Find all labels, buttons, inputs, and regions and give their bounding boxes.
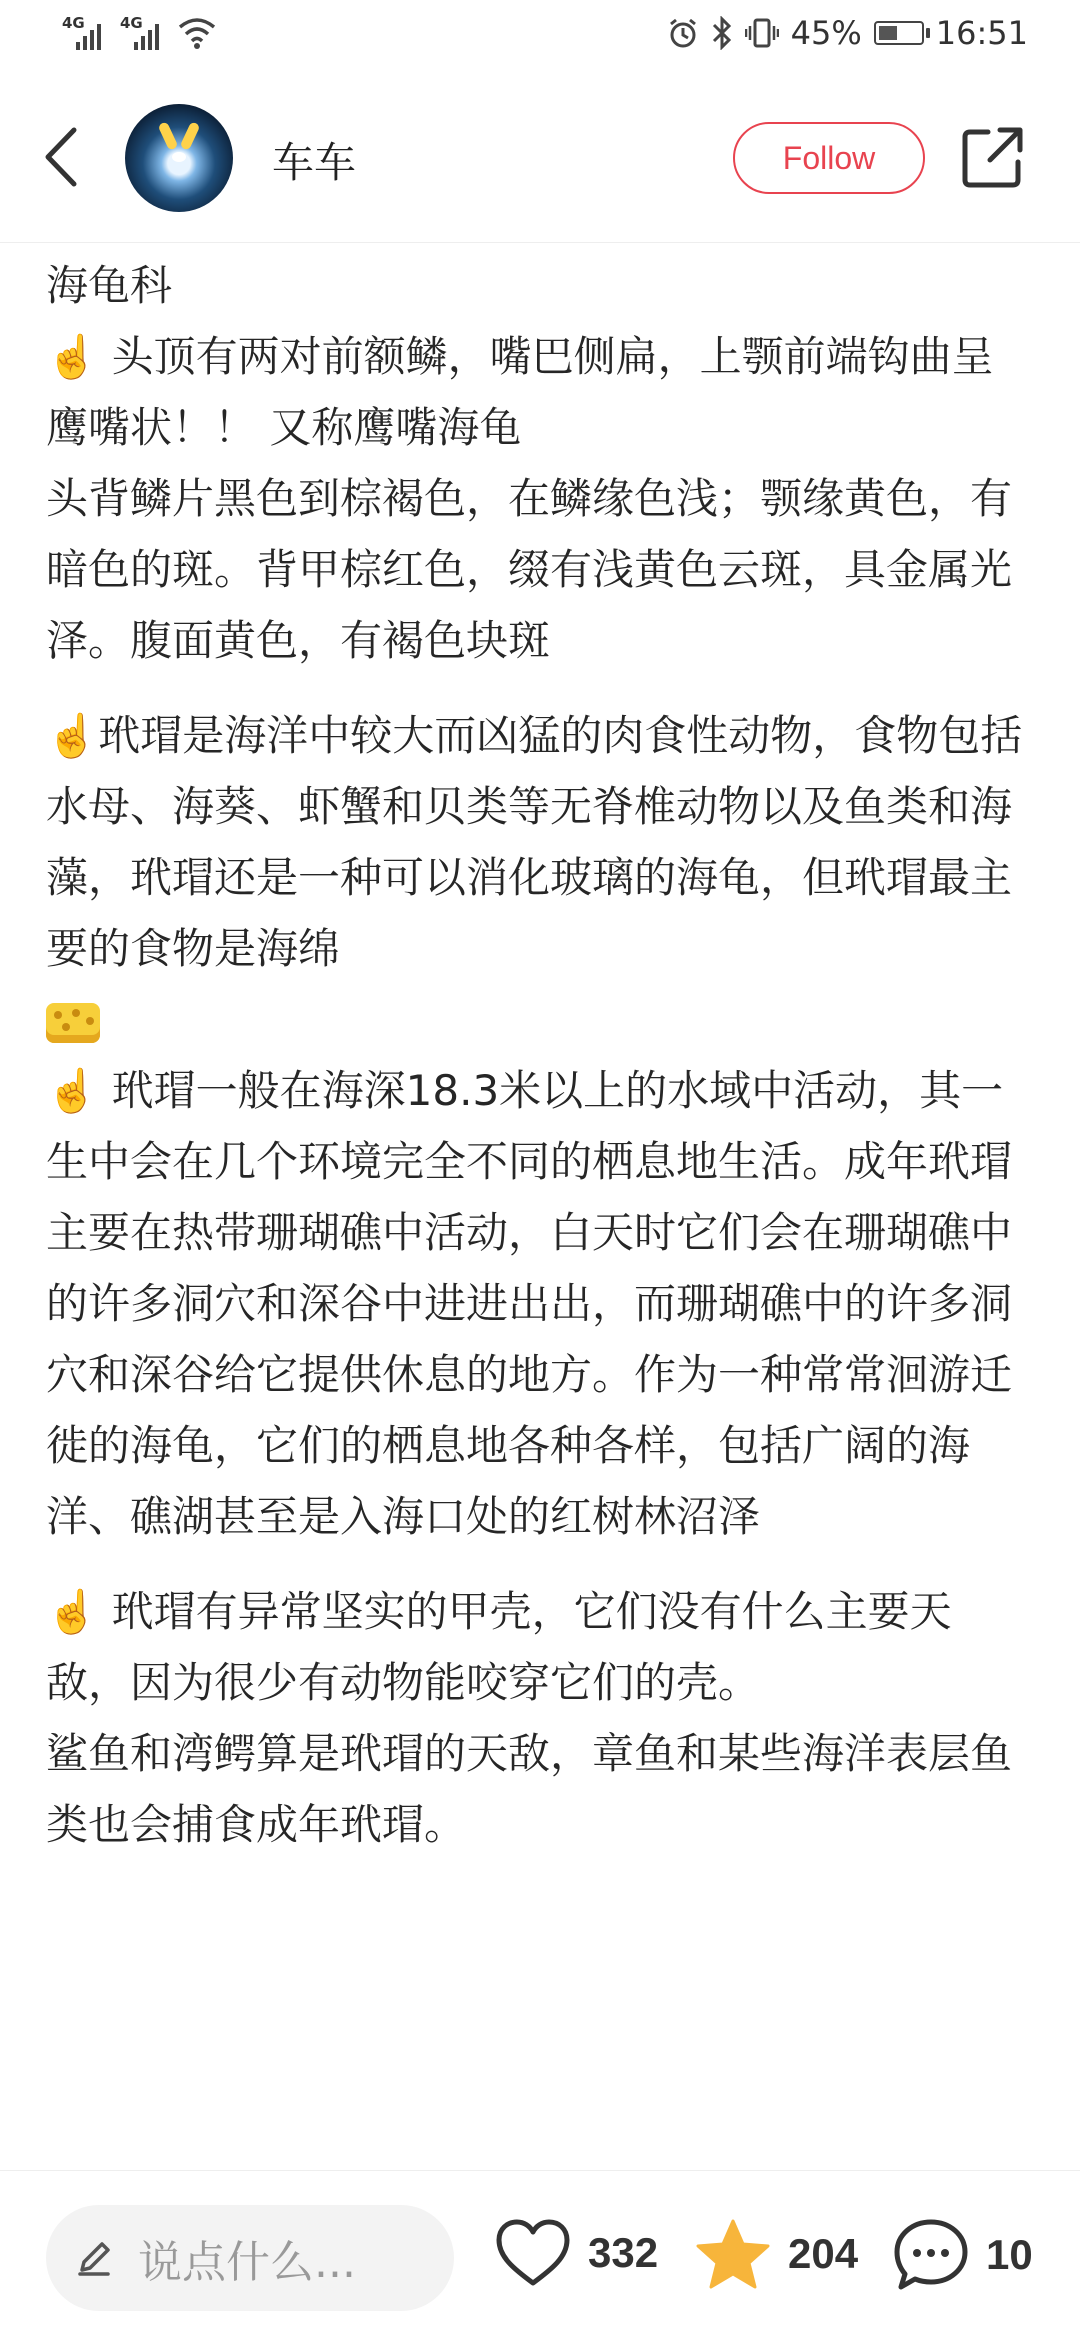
like-button[interactable] xyxy=(494,2217,658,2289)
comment-count: 10 xyxy=(986,2231,1033,2278)
paragraph-habitat: ☝️ 玳瑁一般在海深18.3米以上的水域中活动，其一生中会在几个环境完全不同的栖息地生活。成年玳瑁主要在热带珊瑚礁中活动，白天时它们会在珊瑚礁中的许多洞穴和深谷中进进出出，而珊瑚礁中的许多洞穴和深谷给它提供休息的地方。作为一种常常洄游迁徙的海龟，它们的栖息地各种各样，包括广阔的海洋、礁湖甚至是入海口处的红树林沼泽 xyxy=(46,1066,1013,1541)
clock: 16:51 xyxy=(935,14,1028,52)
star-count: 204 xyxy=(788,2230,859,2277)
paragraph-diet-text: ☝️玳瑁是海洋中较大而凶猛的肉食性动物，食物包括水母、海葵、虾蟹和贝类等无脊椎动物以及鱼类和海藻，玳瑁还是一种可以消化玻璃的海龟，但玳瑁最主要的食物是海绵 xyxy=(46,711,1023,973)
paragraph-shell: ☝️ 玳瑁有异常坚实的甲壳，它们没有什么主要天敌，因为很少有动物能咬穿它们的壳。 xyxy=(46,1587,952,1707)
comment-button[interactable] xyxy=(892,2217,1033,2293)
paragraph-beak: ☝️ 头顶有两对前额鳞，嘴巴侧扁，上颚前端钩曲呈鹰嘴状！！ 又称鹰嘴海龟 xyxy=(46,332,994,452)
vibrate-icon xyxy=(745,17,779,49)
paragraph-family: 海龟科 xyxy=(46,261,173,310)
paragraph-diet xyxy=(46,700,1030,1055)
follow-button[interactable]: Follow xyxy=(733,122,925,194)
bottom-action-bar xyxy=(0,2170,1080,2341)
paragraph-scales: 头背鳞片黑色到棕褐色，在鳞缘色浅；颚缘黄色，有暗色的斑。背甲棕红色，缀有浅黄色云斑，具金属光泽。腹面黄色，有褐色块斑 xyxy=(46,474,1013,665)
network-type-2: 4G xyxy=(120,14,143,32)
post-header xyxy=(0,72,1080,243)
battery-percent: 45% xyxy=(790,14,862,52)
star-icon xyxy=(694,2217,772,2291)
cellular-signal-icon-1 xyxy=(62,16,106,50)
comment-input[interactable] xyxy=(46,2205,454,2311)
like-count: 332 xyxy=(588,2229,659,2276)
back-arrow-icon xyxy=(42,126,78,188)
pencil-icon xyxy=(74,2238,114,2278)
comment-bubble-icon xyxy=(892,2217,970,2293)
network-type-1: 4G xyxy=(62,14,85,32)
sponge-emoji-icon xyxy=(46,1003,100,1043)
back-button[interactable] xyxy=(36,124,84,190)
status-bar xyxy=(0,0,1080,72)
post-content xyxy=(46,250,1030,1860)
comment-placeholder: 说点什么... xyxy=(138,2237,356,2288)
avatar[interactable] xyxy=(125,104,233,212)
cellular-signal-icon-2 xyxy=(120,16,164,50)
star-button[interactable] xyxy=(694,2217,858,2291)
alarm-icon xyxy=(667,17,699,49)
battery-icon xyxy=(874,21,924,45)
bluetooth-icon xyxy=(711,16,733,50)
share-icon xyxy=(960,124,1026,190)
username[interactable]: 车车 xyxy=(272,138,357,187)
wifi-icon xyxy=(178,17,216,49)
paragraph-predators: 鲨鱼和湾鳄算是玳瑁的天敌，章鱼和某些海洋表层鱼类也会捕食成年玳瑁。 xyxy=(46,1729,1013,1849)
heart-icon xyxy=(494,2217,572,2289)
share-button[interactable] xyxy=(960,124,1026,190)
